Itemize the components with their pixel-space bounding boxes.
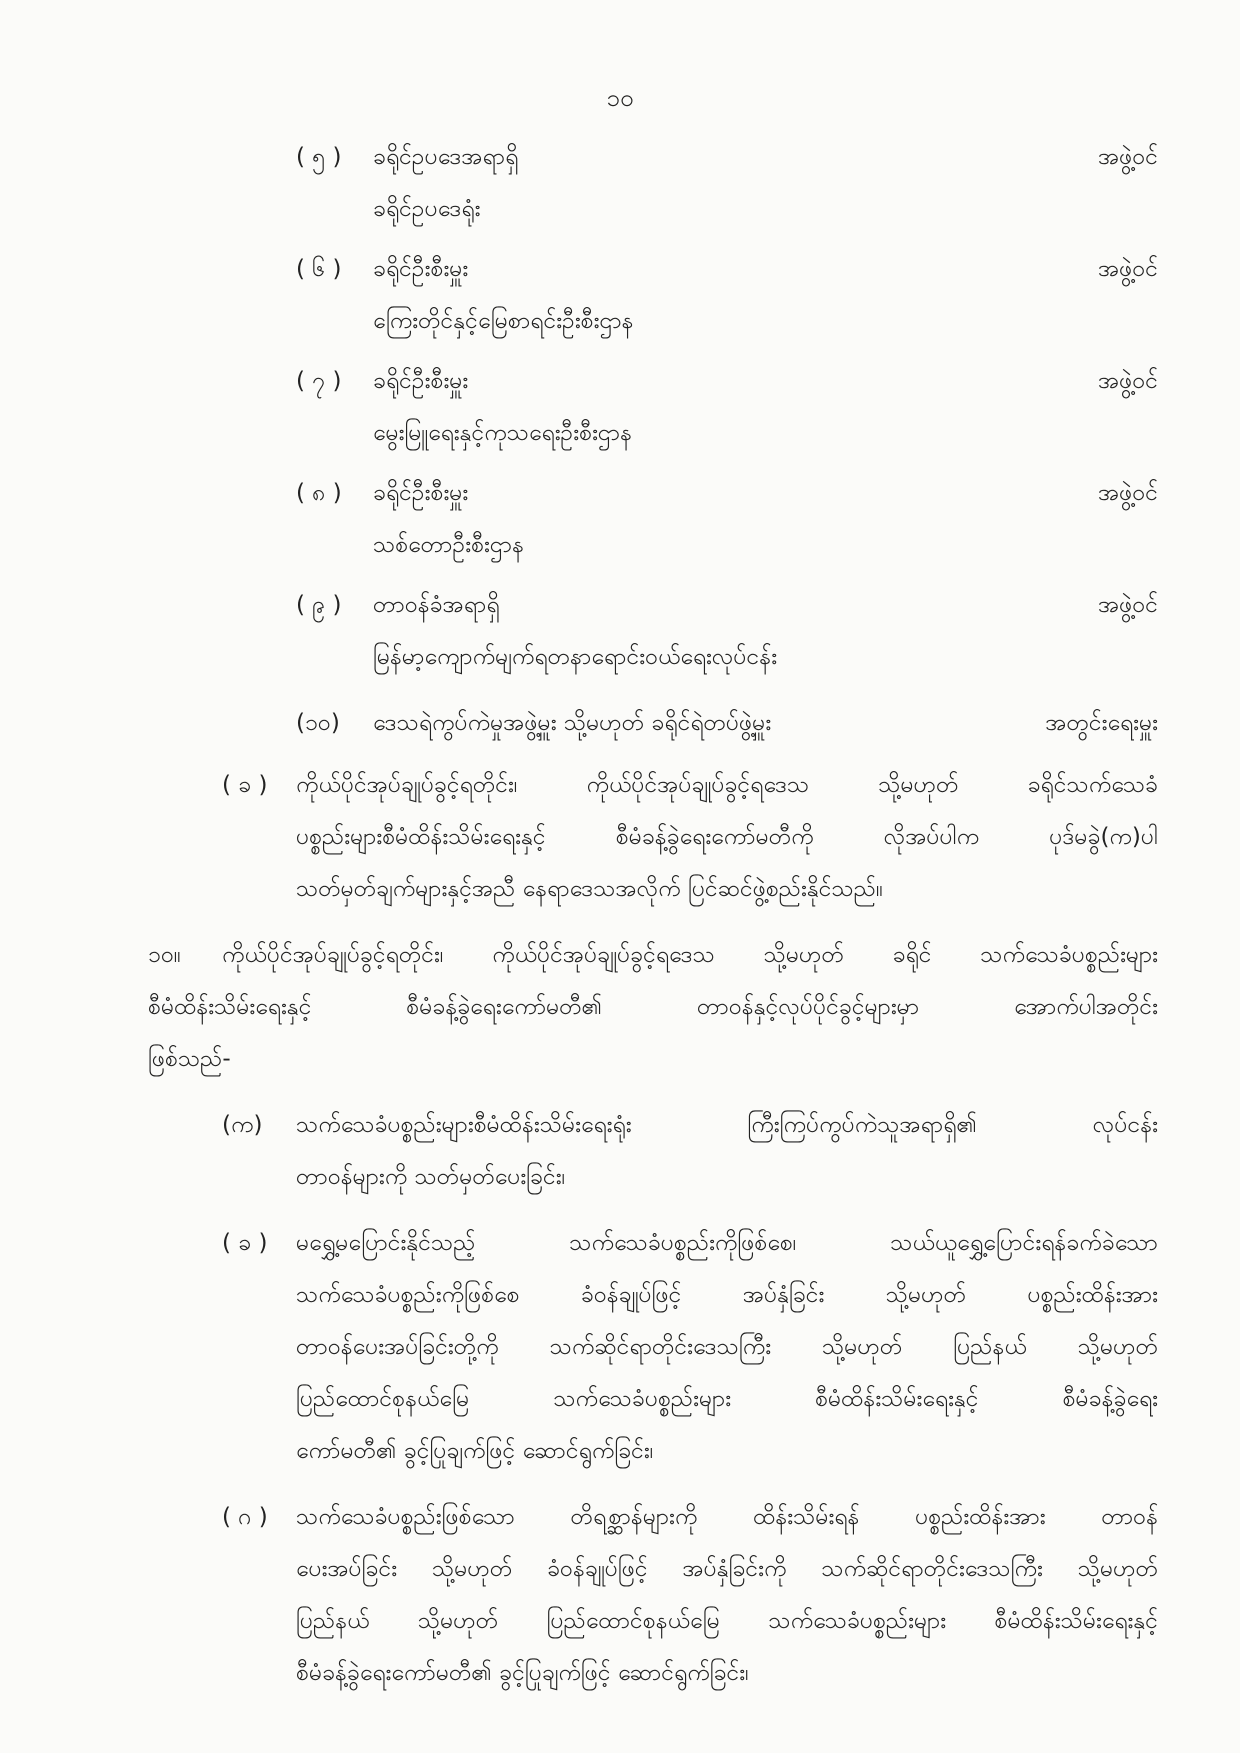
clause-line: သက်သေခံပစ္စည်းများစီမံထိန်းသိမ်းရေးရုံး ကြီးကြပ်ကွပ်ကဲသူအရာရှိ၏ လုပ်ငန်း — [296, 1112, 1158, 1138]
member-number: ( ၈ ) — [296, 480, 342, 506]
member-department: ကြေးတိုင်နှင့်မြေစာရင်းဦးစီးဌာန — [373, 308, 634, 334]
member-role: အဖွဲ့ဝင် — [1098, 592, 1158, 618]
clause-line: ပစ္စည်းများစီမံထိန်းသိမ်းရေးနှင့် စီမံခန့်ခွဲရေးကော်မတီကို လိုအပ်ပါက ပုဒ်မခွဲ(က)ပါ — [296, 824, 1158, 850]
clause-line: တာဝန်များကို သတ်မှတ်ပေးခြင်း၊ — [296, 1164, 566, 1190]
clause-line: မရွှေ့မပြောင်းနိုင်သည့် သက်သေခံပစ္စည်းကိုဖြစ်စေ၊ သယ်ယူရွှေ့ပြောင်းရန်ခက်ခဲသော — [296, 1230, 1158, 1256]
member-role: အဖွဲ့ဝင် — [1098, 144, 1158, 170]
member-role: အဖွဲ့ဝင် — [1098, 480, 1158, 506]
section-line: ဖြစ်သည်- — [148, 1046, 231, 1072]
member-title: ခရိုင်ဥပဒေအရာရှိ — [373, 144, 519, 170]
member-department: သစ်တောဦးစီးဌာန — [373, 532, 525, 558]
clause-number: ( ဂ ) — [222, 1504, 268, 1530]
member-title: ခရိုင်ဦးစီးမှူး — [373, 256, 469, 282]
clause-line: ကိုယ်ပိုင်အုပ်ချုပ်ခွင့်ရတိုင်း၊ ကိုယ်ပိုင်အုပ်ချုပ်ခွင့်ရဒေသ သို့မဟုတ် ခရိုင်သက်သေခံ — [296, 772, 1158, 798]
clause-line: ပြည်နယ် သို့မဟုတ် ပြည်ထောင်စုနယ်မြေ သက်သေခံပစ္စည်းများ စီမံထိန်းသိမ်းရေးနှင့် — [296, 1608, 1158, 1634]
member-number: ( ၉ ) — [296, 592, 342, 618]
section-number: ၁၀။ — [148, 942, 181, 968]
member-title: တာဝန်ခံအရာရှိ — [373, 592, 500, 618]
clause-line: သက်သေခံပစ္စည်းကိုဖြစ်စေ ခံဝန်ချုပ်ဖြင့် အပ်နှံခြင်း သို့မဟုတ် ပစ္စည်းထိန်းအား — [296, 1282, 1158, 1308]
clause-line: တာဝန်ပေးအပ်ခြင်းတို့ကို သက်ဆိုင်ရာတိုင်းဒေသကြီး သို့မဟုတ် ပြည်နယ် သို့မဟုတ် — [296, 1334, 1158, 1360]
member-department: မြန်မာ့ကျောက်မျက်ရတနာရောင်းဝယ်ရေးလုပ်ငန်း — [373, 644, 778, 670]
clause-line: သတ်မှတ်ချက်များနှင့်အညီ နေရာဒေသအလိုက် ပြင်ဆင်ဖွဲ့စည်းနိုင်သည်။ — [296, 876, 883, 902]
member-role: အဖွဲ့ဝင် — [1098, 256, 1158, 282]
page-number: ၁၀ — [606, 84, 634, 112]
section-line: စီမံထိန်းသိမ်းရေးနှင့် စီမံခန့်ခွဲရေးကော်မတီ၏ တာဝန်နှင့်လုပ်ပိုင်ခွင့်များမှာ အောက်ပါအတိုင်း — [148, 994, 1158, 1020]
clause-line: ကော်မတီ၏ ခွင့်ပြုချက်ဖြင့် ဆောင်ရွက်ခြင်း၊ — [296, 1438, 654, 1464]
clause-number: (က) — [222, 1112, 263, 1138]
clause-number: ( ခ ) — [222, 772, 268, 798]
member-number: (၁၀) — [296, 710, 340, 736]
member-department: ခရိုင်ဥပဒေရုံး — [373, 196, 481, 222]
clause-number: ( ခ ) — [222, 1230, 268, 1256]
member-number: ( ၅ ) — [296, 144, 342, 170]
member-role: အဖွဲ့ဝင် — [1098, 368, 1158, 394]
member-number: ( ၇ ) — [296, 368, 342, 394]
clause-line: ပေးအပ်ခြင်း သို့မဟုတ် ခံဝန်ချုပ်ဖြင့် အပ်နှံခြင်းကို သက်ဆိုင်ရာတိုင်းဒေသကြီး သို့မဟုတ် — [296, 1556, 1158, 1582]
member-department: မွေးမြူရေးနှင့်ကုသရေးဦးစီးဌာန — [373, 420, 633, 446]
section-line: ကိုယ်ပိုင်အုပ်ချုပ်ခွင့်ရတိုင်း၊ ကိုယ်ပိုင်အုပ်ချုပ်ခွင့်ရဒေသ သို့မဟုတ် ခရိုင် သက်သေခံပစ္စည်းများ — [222, 942, 1158, 968]
member-title: ဒေသရဲကွပ်ကဲမှုအဖွဲ့မှူး သို့မဟုတ် ခရိုင်ရဲတပ်ဖွဲ့မှူး — [373, 710, 772, 736]
member-title: ခရိုင်ဦးစီးမှူး — [373, 480, 469, 506]
member-title: ခရိုင်ဦးစီးမှူး — [373, 368, 469, 394]
clause-line: စီမံခန့်ခွဲရေးကော်မတီ၏ ခွင့်ပြုချက်ဖြင့် ဆောင်ရွက်ခြင်း၊ — [296, 1660, 749, 1686]
member-number: ( ၆ ) — [296, 256, 342, 282]
clause-line: ပြည်ထောင်စုနယ်မြေ သက်သေခံပစ္စည်းများ စီမံထိန်းသိမ်းရေးနှင့် စီမံခန့်ခွဲရေး — [296, 1386, 1158, 1412]
member-role: အတွင်းရေးမှူး — [1045, 710, 1158, 736]
clause-line: သက်သေခံပစ္စည်းဖြစ်သော တိရစ္ဆာန်များကို ထိန်းသိမ်းရန် ပစ္စည်းထိန်းအား တာဝန် — [296, 1504, 1158, 1530]
